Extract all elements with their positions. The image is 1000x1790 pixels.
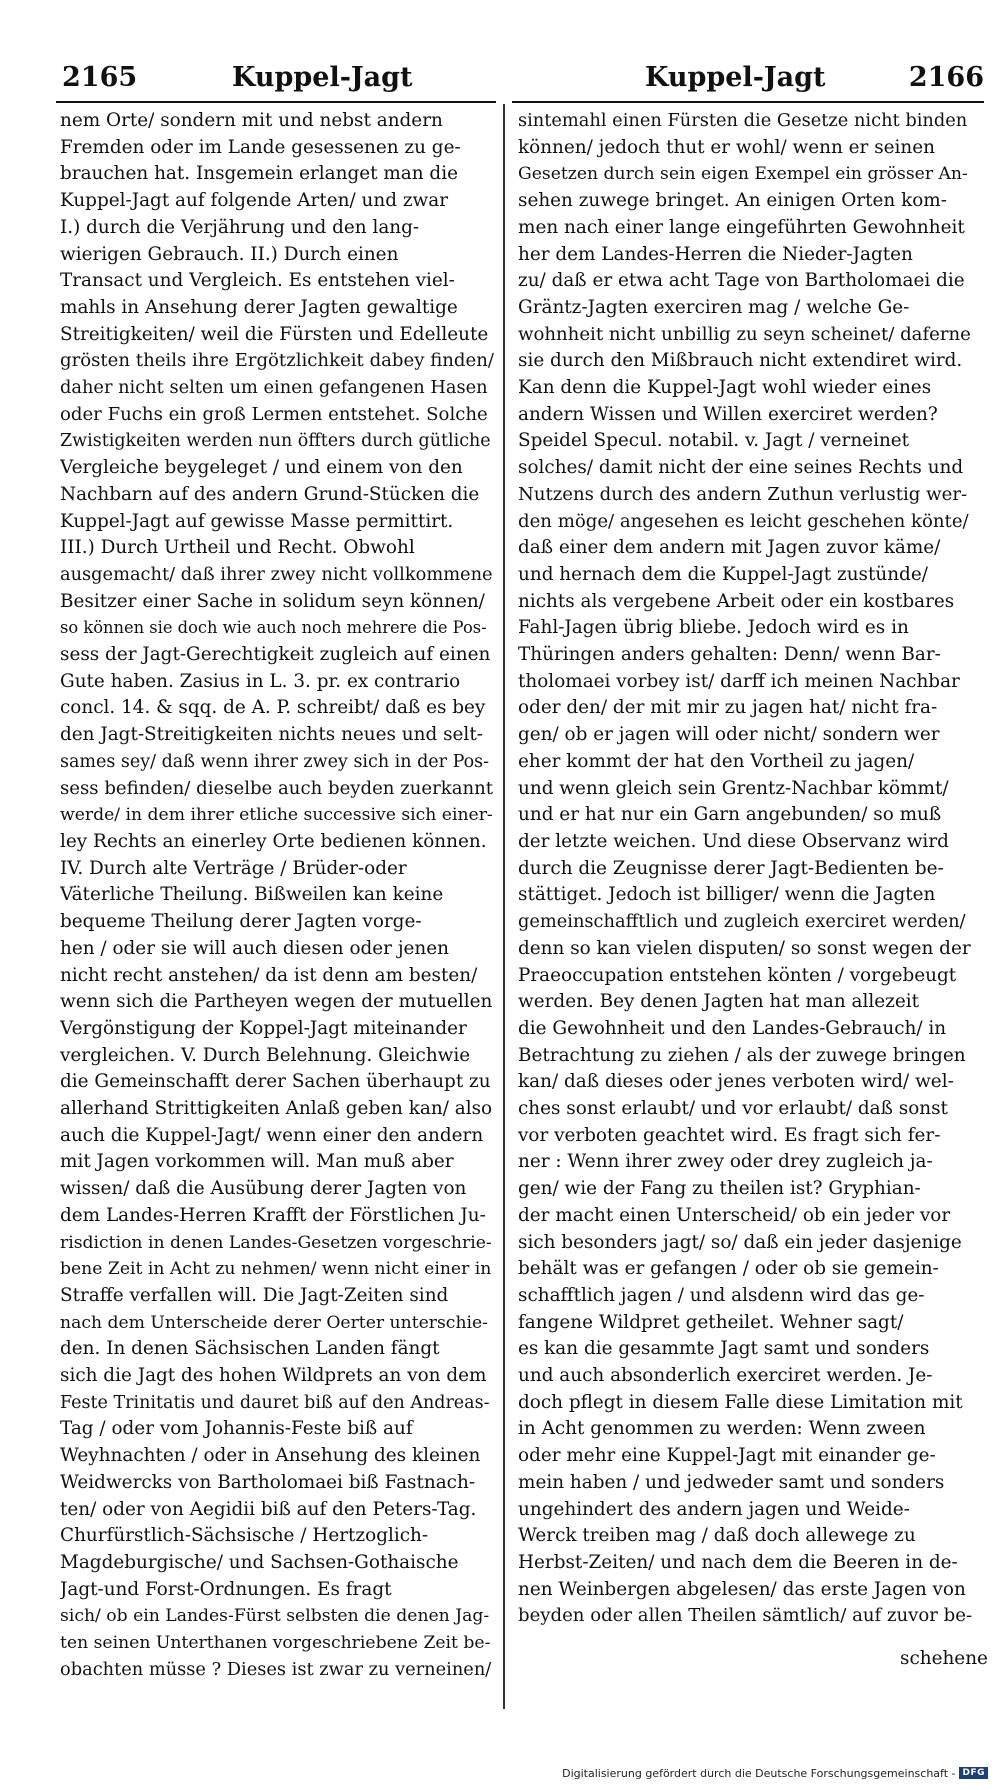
text-line: oder Fuchs ein groß Lermen entstehet. Solche <box>60 403 488 425</box>
text-line: Zwistigkeiten werden nun öffters durch gütliche <box>60 431 491 452</box>
text-line: sintemahl einen Fürsten die Gesetze nicht binden <box>518 110 968 131</box>
text-line: Weyhnachten / oder in Ansehung des kleinen <box>60 1445 481 1467</box>
left-text-column <box>60 108 494 1683</box>
text-line: Magdeburgische/ und Sachsen-Gothaische <box>60 1551 459 1573</box>
text-line: die Gewohnheit und den Landes-Gebrauch/ in <box>518 1017 947 1039</box>
right-page-header <box>518 62 988 102</box>
text-line: andern Wissen und Willen exerciret werden? <box>518 403 938 425</box>
text-line: Vergleiche beygeleget / und einem von den <box>60 457 463 479</box>
text-line: Feste Trinitatis und dauret biß auf den Andreas- <box>60 1392 490 1413</box>
text-line: Kan denn die Kuppel-Jagt wohl wieder eines <box>518 377 932 399</box>
text-line: Fremden oder im Lande gesessenen zu ge- <box>60 136 461 158</box>
digitization-footer <box>562 1764 988 1782</box>
left-page-header <box>62 62 494 102</box>
text-line: der macht einen Unterscheid/ ob ein jeder vor <box>518 1204 951 1226</box>
text-line: Jagt-und Forst-Ordnungen. Es fragt <box>60 1578 392 1600</box>
text-line: III.) Durch Urtheil und Recht. Obwohl <box>60 537 415 559</box>
text-line: wohnheit nicht unbillig zu seyn scheinet/ daferne <box>518 323 971 345</box>
text-line: daher nicht selten um einen gefangenen Hasen <box>60 377 488 399</box>
text-line: risdiction in denen Landes-Gesetzen vorgeschrie- <box>60 1232 492 1253</box>
text-line: allerhand Strittigkeiten Anlaß geben kan/ also <box>60 1098 493 1120</box>
text-line: den möge/ angesehen es leicht geschehen könte/ <box>518 510 969 532</box>
text-line: schafftlich jagen / und alsdenn wird das ge- <box>518 1284 925 1306</box>
text-line: Gesetzen durch sein eigen Exempel ein grösser An- <box>518 164 968 185</box>
text-line: Werck treiben mag / daß doch allewege zu <box>518 1525 916 1547</box>
text-line: nach dem Unterscheide derer Oerter unterschie- <box>60 1312 488 1333</box>
text-line: stättiget. Jedoch ist billiger/ wenn die Jagten <box>518 884 936 906</box>
text-line: bene Zeit in Acht zu nehmen/ wenn nicht einer in <box>60 1259 492 1280</box>
text-line: men nach einer lange eingeführten Gewohnheit <box>518 216 965 238</box>
text-line: ausgemacht/ daß ihrer zwey nicht vollkommene <box>60 563 493 585</box>
text-line: Betrachtung zu ziehen / als der zuwege bringen <box>518 1044 966 1066</box>
text-line: gen/ wie der Fang zu theilen ist? Gryphian- <box>518 1178 921 1200</box>
text-line: Speidel Specul. notabil. v. Jagt / verneinet <box>518 430 910 452</box>
text-line: so können sie doch wie auch noch mehrere die Pos- <box>60 618 487 638</box>
text-line: wierigen Gebrauch. II.) Durch einen <box>60 243 399 265</box>
text-line: ner : Wenn ihrer zwey oder drey zugleich ja- <box>518 1151 933 1173</box>
right-page-number: 2166 <box>908 62 984 93</box>
text-line: der letzte weichen. Und diese Observanz wird <box>518 830 949 852</box>
text-line: Streitigkeiten/ weil die Fürsten und Edelleute <box>60 323 489 345</box>
column-divider <box>503 104 505 1709</box>
text-line: behält was er gefangen / oder ob sie gemein- <box>518 1258 939 1280</box>
text-line: doch pflegt in diesem Falle diese Limitation mit <box>518 1391 963 1413</box>
text-line: Thüringen anders gehalten: Denn/ wenn Bar- <box>518 644 941 666</box>
text-line: tholomaei vorbey ist/ darff ich meinen Nachbar <box>518 670 960 692</box>
text-line: mit Jagen vorkommen will. Man muß aber <box>60 1151 454 1173</box>
text-line: werde/ in dem ihrer etliche successive sich einer- <box>60 805 493 826</box>
text-line: concl. 14. & sqq. de A. P. schreibt/ daß es bey <box>60 697 486 719</box>
text-line: gemeinschafftlich und zugleich exerciret werden/ <box>518 911 966 933</box>
text-line: sehen zuwege bringet. An einigen Orten kom- <box>518 190 947 212</box>
text-line: sess befinden/ dieselbe auch beyden zuerkannt <box>60 777 494 799</box>
text-line: und hernach dem die Kuppel-Jagt zustünde/ <box>518 563 928 585</box>
text-line: Herbst-Zeiten/ und nach dem die Beeren in de- <box>518 1551 958 1573</box>
text-line: oder mehr eine Kuppel-Jagt mit einander ge- <box>518 1445 936 1467</box>
text-line: ten seinen Unterthanen vorgeschriebene Zeit be- <box>60 1633 491 1654</box>
text-line: Nachbarn auf des andern Grund-Stücken die <box>60 483 480 505</box>
text-line: Straffe verfallen will. Die Jagt-Zeiten sind <box>60 1284 449 1306</box>
dfg-logo: DFG <box>959 1767 988 1779</box>
text-line: Fahl-Jagen übrig bliebe. Jedoch wird es in <box>518 617 909 639</box>
text-line: den. In denen Sächsischen Landen fängt <box>60 1338 440 1360</box>
text-line: dem Landes-Herren Krafft der Förstlichen Ju- <box>60 1204 486 1226</box>
text-line: her dem Landes-Herren die Nieder-Jagten <box>518 243 913 265</box>
text-line: sich die Jagt des hohen Wildprets an von dem <box>60 1365 487 1387</box>
text-line: IV. Durch alte Verträge / Brüder-oder <box>60 857 407 879</box>
text-line: sich/ ob ein Landes-Fürst selbsten die denen Jag- <box>60 1606 490 1627</box>
text-line: vergleichen. V. Durch Belehnung. Gleichwie <box>60 1044 471 1066</box>
text-line: ungehindert des andern jagen und Weide- <box>518 1498 910 1520</box>
text-line: Väterliche Theilung. Bißweilen kan keine <box>60 884 444 906</box>
text-line: hen / oder sie will auch diesen oder jenen <box>60 937 449 959</box>
text-line: grösten theils ihre Ergötzlichkeit dabey finden/ <box>60 350 494 372</box>
text-line: Kuppel-Jagt auf folgende Arten/ und zwar <box>60 190 448 212</box>
text-line: mein haben / und jedweder samt und sonders <box>518 1471 945 1493</box>
text-line: ley Rechts an einerley Orte bedienen können. <box>60 830 487 852</box>
text-line: den Jagt-Streitigkeiten nichts neues und selt- <box>60 724 483 746</box>
text-line: bequeme Theilung derer Jagten vorge- <box>60 911 422 933</box>
text-line: werden. Bey denen Jagten hat man allezeit <box>518 991 919 1013</box>
text-line: gen/ ob er jagen will oder nicht/ sondern wer <box>518 724 940 746</box>
text-line: sie durch den Mißbrauch nicht extendiret wird. <box>518 350 963 372</box>
text-line: beyden oder allen Theilen sämtlich/ auf zuvor be- <box>518 1605 972 1627</box>
text-line: zu/ daß er etwa acht Tage von Bartholomaei die <box>518 270 965 292</box>
text-line: können/ jedoch thut er wohl/ wenn er seinen <box>518 136 935 158</box>
text-line: I.) durch die Verjährung und den lang- <box>60 216 420 238</box>
text-line: nichts als vergebene Arbeit oder ein kostbares <box>518 590 955 612</box>
right-running-title: Kuppel-Jagt <box>645 62 826 93</box>
text-line: nem Orte/ sondern mit und nebst andern <box>60 110 443 131</box>
text-line: es kan die gesammte Jagt samt und sonders <box>518 1338 930 1360</box>
text-line: solches/ damit nicht der eine seines Rechts und <box>518 457 964 479</box>
text-line: Praeoccupation entstehen könten / vorgebeugt <box>518 964 957 986</box>
text-line: mahls in Ansehung derer Jagten gewaltige <box>60 296 458 318</box>
text-line: obachten müsse ? Dieses ist zwar zu verneinen/ <box>60 1658 492 1680</box>
text-line: nen Weinbergen abgelesen/ das erste Jagen von <box>518 1578 966 1600</box>
text-line: Gute haben. Zasius in L. 3. pr. ex contrario <box>60 670 461 692</box>
text-line: ches sonst erlaubt/ und vor erlaubt/ daß sonst <box>518 1098 948 1120</box>
text-line: Kuppel-Jagt auf gewisse Masse permittirt. <box>60 510 454 532</box>
text-line: und wenn gleich sein Grentz-Nachbar kömmt/ <box>518 777 949 799</box>
text-line: auch die Kuppel-Jagt/ wenn einer den andern <box>60 1124 484 1146</box>
text-line: in Acht genommen zu werden: Wenn zween <box>518 1418 926 1440</box>
footer-text: Digitalisierung gefördert durch die Deutsche Forschungsgemeinschaft - <box>562 1766 956 1780</box>
text-line: sames sey/ daß wenn ihrer zwey sich in der Pos- <box>60 751 490 772</box>
text-line: ten/ oder von Aegidii biß auf den Peters-Tag. <box>60 1498 477 1520</box>
left-page-number: 2165 <box>62 62 138 93</box>
text-line: brauchen hat. Insgemein erlanget man die <box>60 163 458 185</box>
text-line: und er hat nur ein Garn angebunden/ so muß <box>518 804 942 826</box>
text-line: vor verboten geachtet wird. Es fragt sich fer- <box>518 1124 941 1146</box>
text-line: und auch absonderlich exerciret werden. Je- <box>518 1365 933 1387</box>
text-line: nicht recht anstehen/ da ist denn am besten/ <box>60 964 478 986</box>
text-line: kan/ daß dieses oder jenes verboten wird/ wel- <box>518 1071 954 1093</box>
text-line: denn so kan vielen disputen/ so sonst wegen der <box>518 937 971 959</box>
text-line: durch die Zeugnisse derer Jagt-Bedienten be- <box>518 857 944 879</box>
right-header-rule <box>512 101 984 103</box>
text-line: Weidwercks von Bartholomaei biß Fastnach- <box>60 1471 476 1493</box>
left-header-rule <box>56 101 496 103</box>
text-line: Gräntz-Jagten exerciren mag / welche Ge- <box>518 296 910 318</box>
text-line: daß einer dem andern mit Jagen zuvor käme/ <box>518 537 941 559</box>
text-line: Nutzens durch des andern Zuthun verlustig wer- <box>518 483 968 505</box>
text-line: eher kommt der hat den Vortheil zu jagen/ <box>518 750 915 772</box>
text-line: oder den/ der mit mir zu jagen hat/ nicht fra- <box>518 697 938 719</box>
text-line: sich besonders jagt/ so/ daß ein jeder dasjenige <box>518 1231 962 1253</box>
text-line: Vergönstigung der Koppel-Jagt miteinander <box>60 1017 467 1039</box>
text-line: Churfürstlich-Sächsische / Hertzoglich- <box>60 1525 429 1547</box>
text-line: sess der Jagt-Gerechtigkeit zugleich auf einen <box>60 644 491 666</box>
left-running-title: Kuppel-Jagt <box>232 62 413 93</box>
text-line: wenn sich die Partheyen wegen der mutuellen <box>60 991 493 1013</box>
text-line: die Gemeinschafft derer Sachen überhaupt zu <box>60 1071 491 1093</box>
catchword: schehene <box>900 1648 988 1669</box>
text-line: wissen/ daß die Ausübung derer Jagten von <box>60 1178 467 1200</box>
right-text-column <box>518 108 972 1630</box>
text-line: Transact und Vergleich. Es entstehen viel- <box>60 270 455 292</box>
text-line: Tag / oder vom Johannis-Feste biß auf <box>60 1418 413 1440</box>
text-line: fangene Wildpret getheilet. Wehner sagt/ <box>518 1311 904 1333</box>
text-line: Besitzer einer Sache in solidum seyn können/ <box>60 590 485 612</box>
